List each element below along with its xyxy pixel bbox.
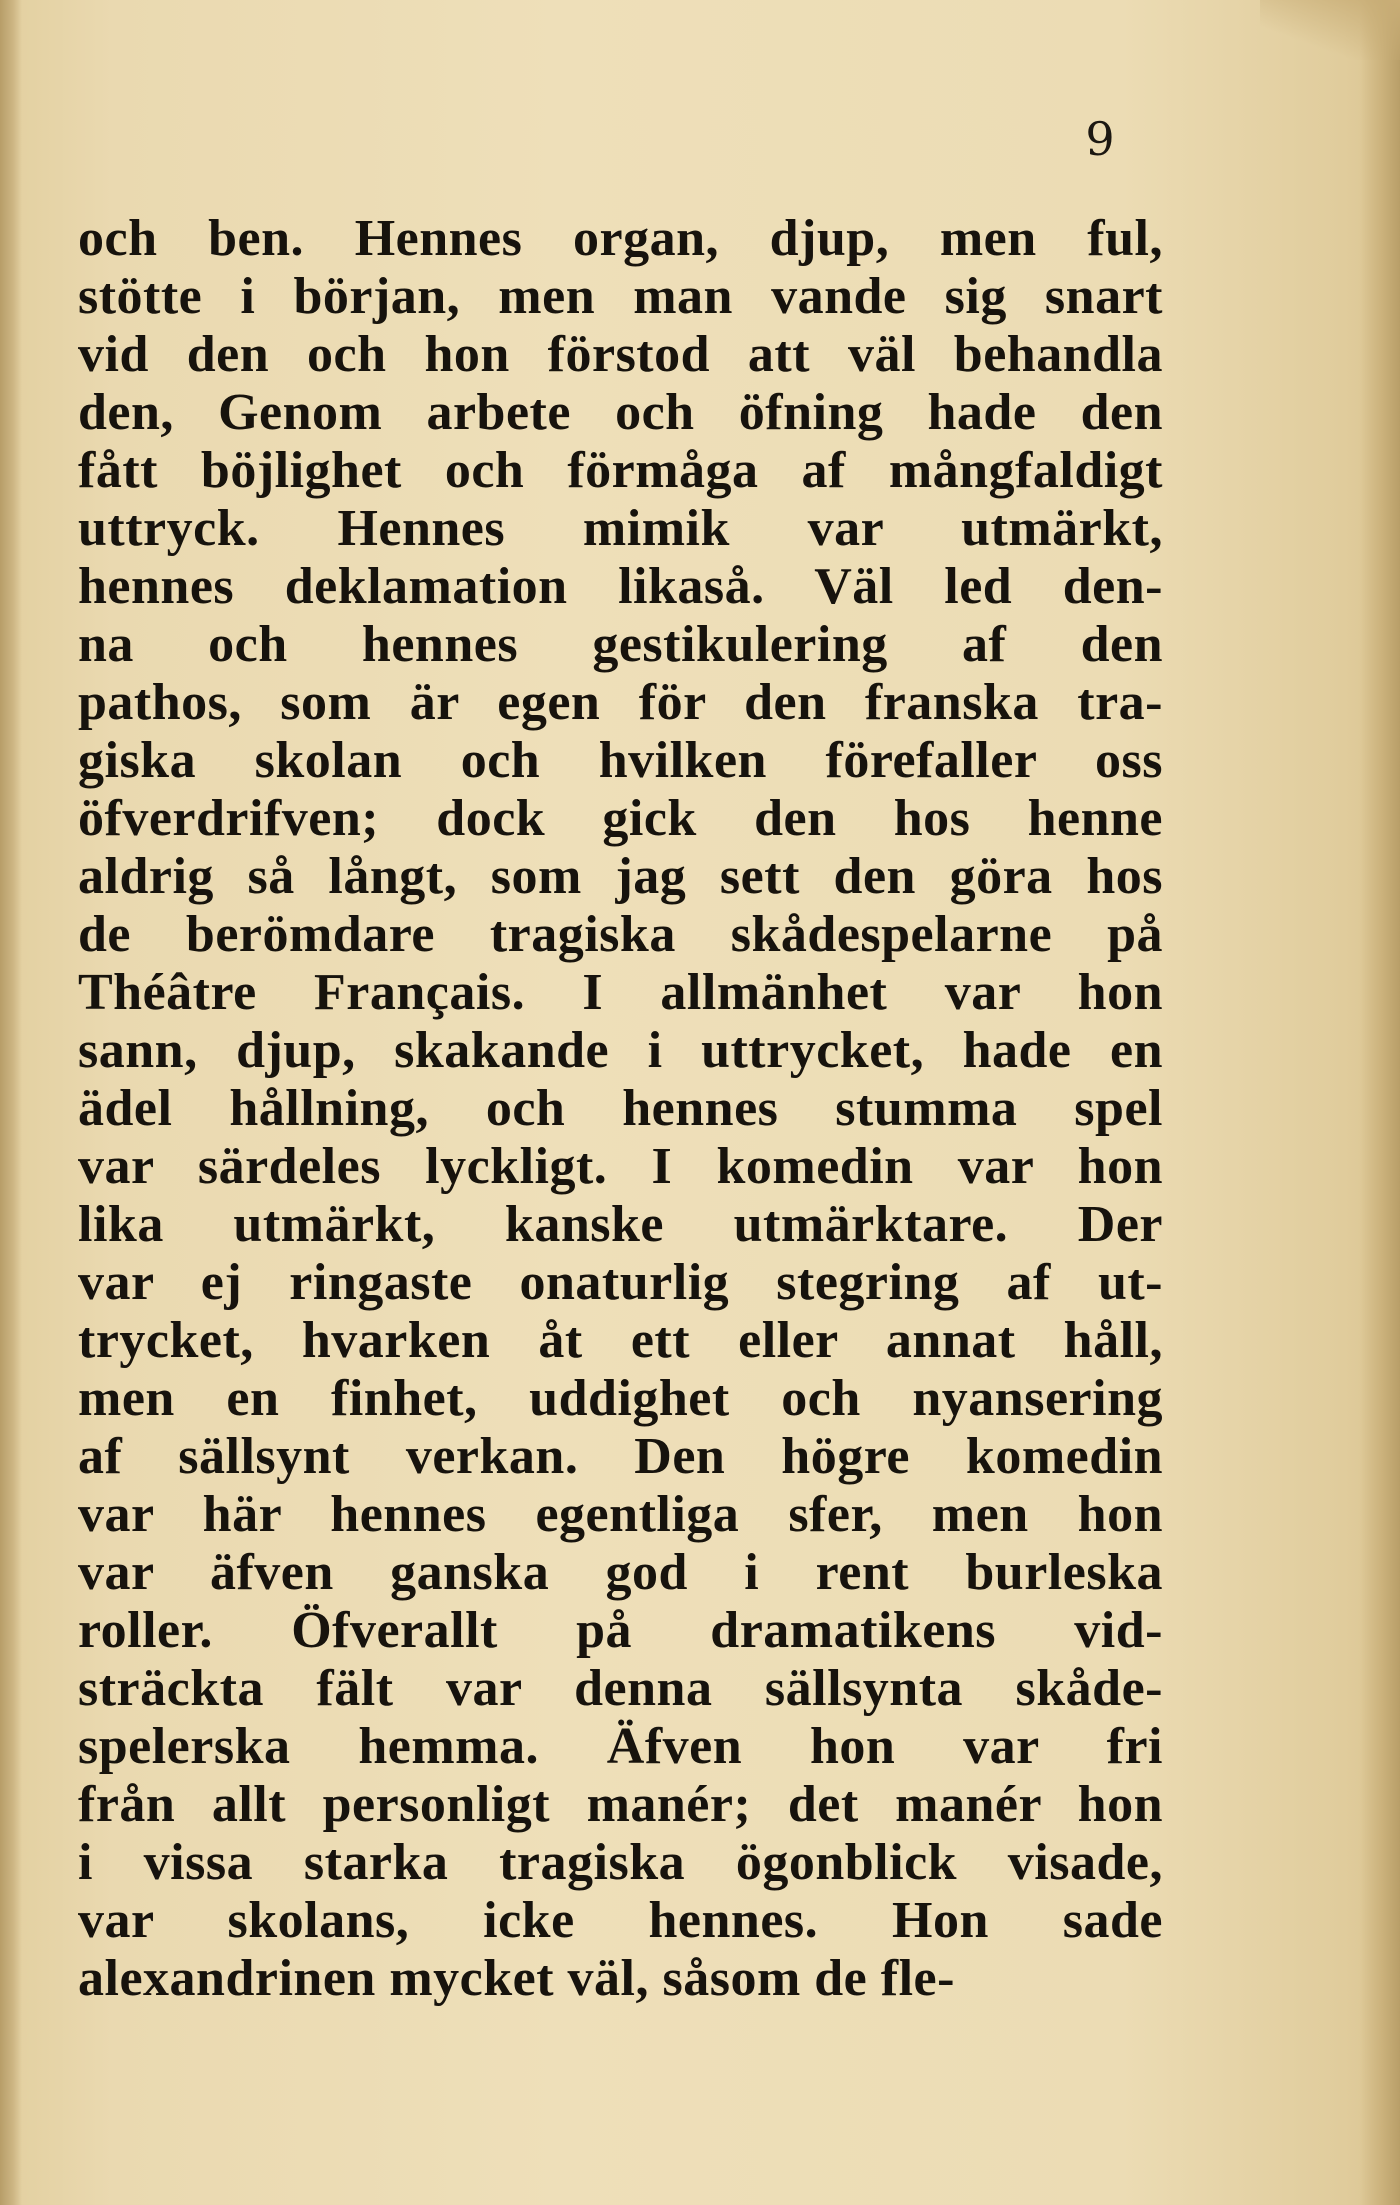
text-line: roller. Öfverallt på dramatikens vid- [78,1602,1163,1659]
text-line: hennes deklamation likaså. Väl led den- [78,558,1163,615]
text-line: i vissa starka tragiska ögonblick visade, [78,1834,1163,1891]
text-line: var äfven ganska god i rent burleska [78,1544,1163,1601]
text-line: stötte i början, men man vande sig snart [78,268,1163,325]
body-text [78,210,1163,2008]
text-line: var ej ringaste onaturlig stegring af ut- [78,1254,1163,1311]
text-line: de berömdare tragiska skådespelarne på [78,906,1163,963]
text-line: trycket, hvarken åt ett eller annat håll, [78,1312,1163,1369]
page-corner-shadow [1260,0,1400,60]
text-line: den, Genom arbete och öfning hade den [78,384,1163,441]
text-line: na och hennes gestikulering af den [78,616,1163,673]
text-line: och ben. Hennes organ, djup, men ful, [78,210,1163,267]
text-line: pathos, som är egen för den franska tra- [78,674,1163,731]
text-line: men en finhet, uddighet och nyansering [78,1370,1163,1427]
text-line: fått böjlighet och förmåga af mångfaldigt [78,442,1163,499]
text-line: öfverdrifven; dock gick den hos henne [78,790,1163,847]
text-line: sann, djup, skakande i uttrycket, hade en [78,1022,1163,1079]
text-line: uttryck. Hennes mimik var utmärkt, [78,500,1163,557]
text-line: från allt personligt manér; det manér hon [78,1776,1163,1833]
text-line: ädel hållning, och hennes stumma spel [78,1080,1163,1137]
text-line: var särdeles lyckligt. I komedin var hon [78,1138,1163,1195]
text-line: Théâtre Français. I allmänhet var hon [78,964,1163,1021]
text-line: af sällsynt verkan. Den högre komedin [78,1428,1163,1485]
text-line: lika utmärkt, kanske utmärktare. Der [78,1196,1163,1253]
text-line: var skolans, icke hennes. Hon sade [78,1892,1163,1949]
text-line: vid den och hon förstod att väl behandla [78,326,1163,383]
text-line: sträckta fält var denna sällsynta skåde- [78,1660,1163,1717]
page-edge-left [0,0,22,2205]
page-edge-right [1360,0,1400,2205]
page-number: 9 [1085,112,1115,166]
text-line: spelerska hemma. Äfven hon var fri [78,1718,1163,1775]
text-line: alexandrinen mycket väl, såsom de fle- [78,1950,955,2007]
text-line: aldrig så långt, som jag sett den göra hos [78,848,1163,905]
text-line: giska skolan och hvilken förefaller oss [78,732,1163,789]
text-line: var här hennes egentliga sfer, men hon [78,1486,1163,1543]
